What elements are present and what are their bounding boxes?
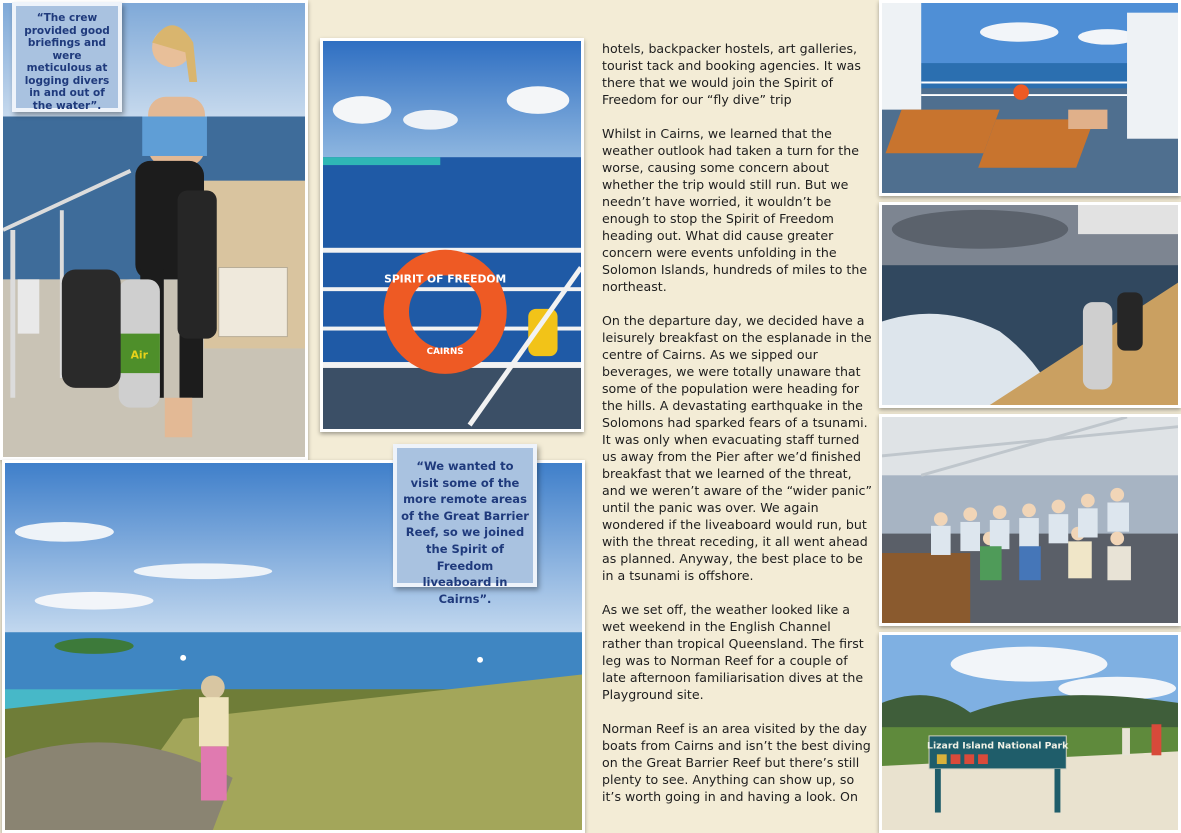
pull-quote-remote-areas: “We wanted to visit some of the more remote areas of the Great Barrier Reef, so we joined the Spirit of Freedom liveaboard in Cairns”. <box>393 444 537 587</box>
life-ring-text: SPIRIT OF FREEDOM <box>384 272 507 286</box>
life-ring-bottom-text: CAIRNS <box>426 347 464 358</box>
article-paragraph: As we set off, the weather looked like a wet weekend in the English Channel rather than tropical Queensland. The first leg was to Norman Reef for a couple of late afternoon familiarisation dives at the Playground site. <box>602 602 864 702</box>
sun-deck-image <box>882 3 1178 193</box>
pull-quote-crew: “The crew provided good briefings and were meticulous at logging divers in and out of the water”. <box>12 2 122 112</box>
article-paragraph: hotels, backpacker hostels, art galleries, tourist tack and booking agencies. It was there that we would join the Spirit of Freedom for our “fly dive” trip <box>602 41 861 107</box>
tank-label: Air <box>130 348 148 362</box>
photo-stormy-wake <box>879 202 1181 408</box>
article-paragraph: Whilst in Cairns, we learned that the weather outlook had taken a turn for the worse, causing some concern about whether the trip would still run. But we needn’t have worried, it wouldn’t be enough to stop the Spirit of Freedom heading out. What did cause greater concern were events unfolding in the Solomon Islands, hundreds of miles to the northeast. <box>602 126 868 294</box>
park-sign-text: Lizard Island National Park <box>927 740 1069 752</box>
photo-sun-deck <box>879 0 1181 196</box>
article-paragraph: Norman Reef is an area visited by the day boats from Cairns and isn’t the best diving on the Great Barrier Reef but there’s still plenty to see. Anything can show up, so it’s worth going in and having a look. On <box>602 721 871 804</box>
photo-group-on-deck <box>879 414 1181 626</box>
life-ring-image <box>323 41 581 429</box>
photo-lizard-island-sign <box>879 632 1181 833</box>
article-body <box>602 40 872 822</box>
article-paragraph: On the departure day, we decided have a leisurely breakfast on the esplanade in the centre of Cairns. As we sipped our beverages, we were totally unaware that some of the population were heading for the hills. A devastating earthquake in the Solomons had sparked fears of a tsunami. It was only when evacuating staff turned us away from the Pier after we’d finished breakfast that we learned of the threat, and we weren’t aware of the “wider panic” until the panic was over. We again wondered if the liveaboard would run, but with the threat receding, it all went ahead as planned. Anyway, the best place to be in a tsunami is offshore. <box>602 313 873 583</box>
photo-life-ring <box>320 38 584 432</box>
lizard-island-image <box>882 635 1178 830</box>
stormy-wake-image <box>882 205 1178 405</box>
group-image <box>882 417 1178 623</box>
